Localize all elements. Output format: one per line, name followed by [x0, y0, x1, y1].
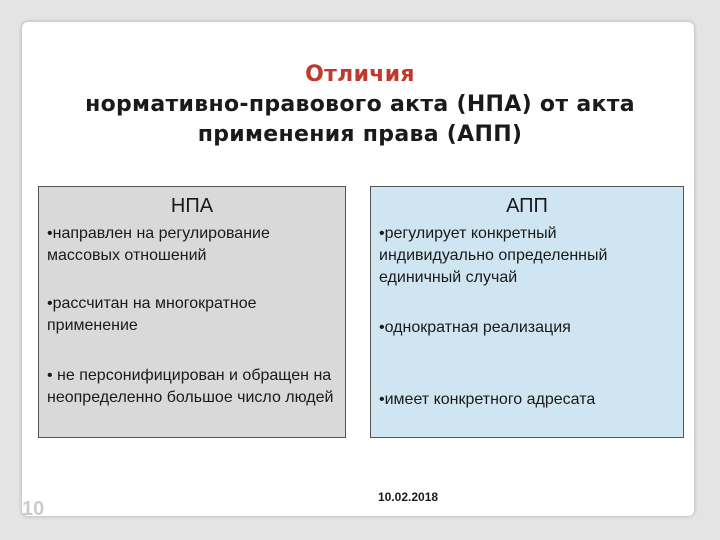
- title-accent: Отличия: [305, 62, 415, 87]
- app-heading: АПП: [506, 195, 548, 217]
- app-item-1: •регулирует конкретный индивидуально определенный единичный случай: [379, 225, 608, 286]
- title-line-3: применения права (АПП): [197, 122, 523, 147]
- npa-box: [38, 186, 346, 438]
- app-item-3: •имеет конкретного адресата: [379, 391, 596, 408]
- page-number: 10: [22, 498, 45, 520]
- title-line-2: нормативно-правового акта (НПА) от акта: [85, 92, 635, 117]
- npa-heading: НПА: [170, 195, 214, 217]
- slide-title: [0, 60, 720, 150]
- app-item-2: •однократная реализация: [379, 319, 571, 336]
- footer-date: 10.02.2018: [378, 490, 439, 504]
- npa-item-1: •направлен на регулирование массовых отношений: [47, 225, 270, 264]
- app-box: [370, 186, 684, 438]
- npa-item-3: • не персонифицирован и обращен на неопределенно большое число людей: [47, 367, 334, 406]
- npa-item-2: •рассчитан на многократное применение: [47, 295, 257, 334]
